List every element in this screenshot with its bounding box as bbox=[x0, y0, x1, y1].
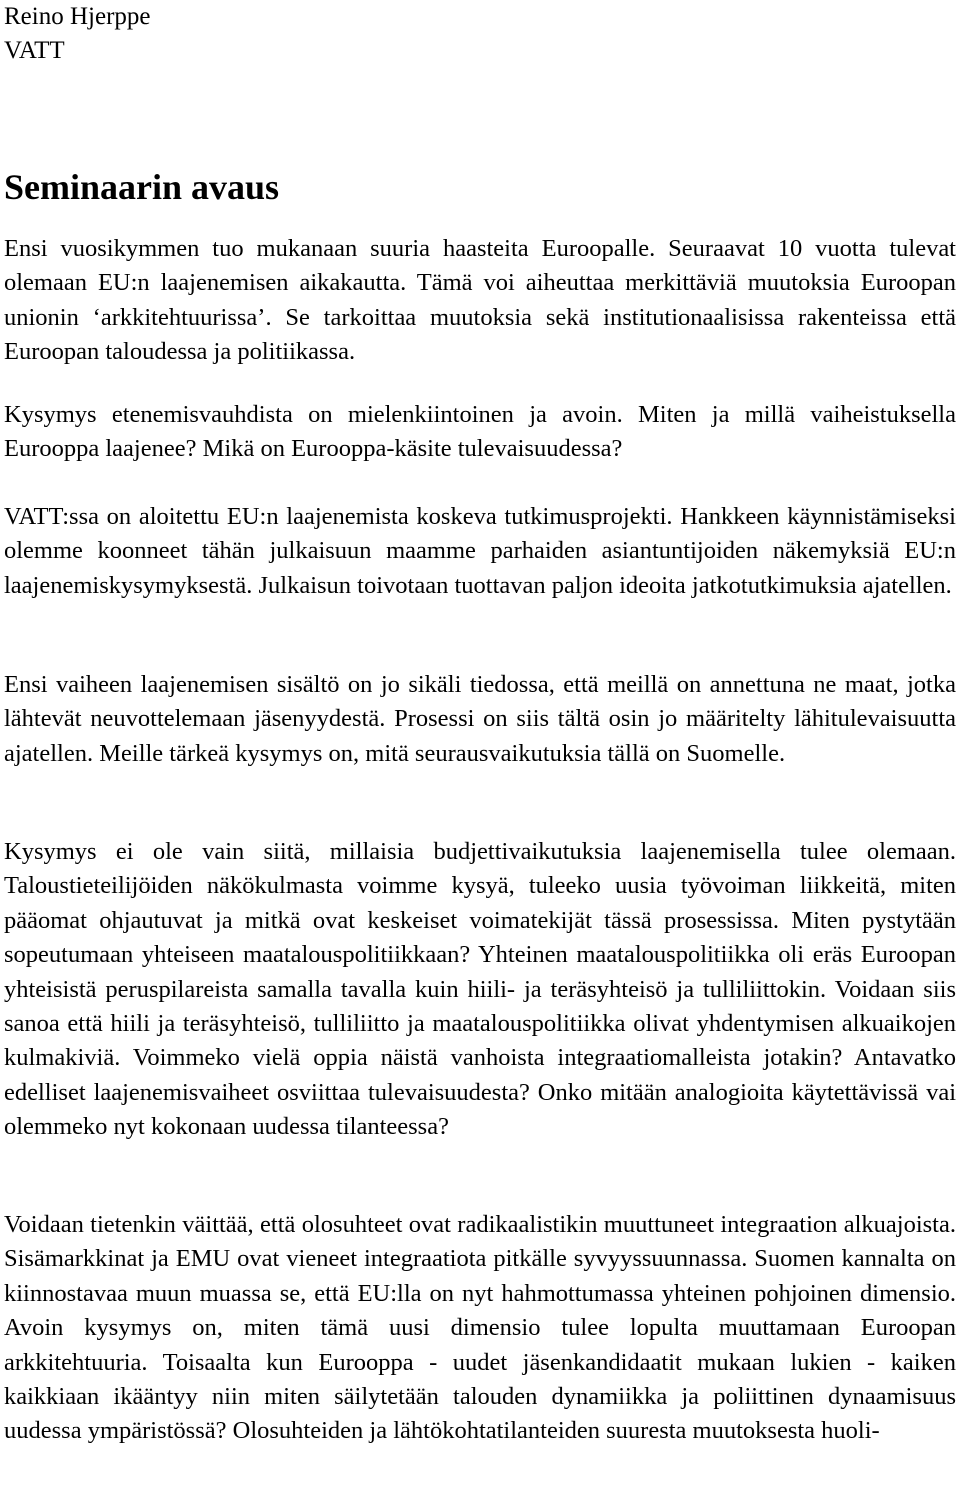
paragraph-2: Kysymys etenemisvauhdista on mielenkiintoinen ja avoin. Miten ja millä vaiheistuksella Eurooppa laajenee? Mikä on Eurooppa-käsite tulevaisuudessa? bbox=[4, 401, 956, 463]
organization-name: VATT bbox=[4, 37, 65, 64]
author-name: Reino Hjerppe bbox=[4, 3, 151, 30]
document-title: Seminaarin avaus bbox=[4, 167, 280, 207]
paragraph-6: Voidaan tietenkin väittää, että olosuhteet ovat radikaalistikin muuttuneet integraation alkuajoista. Sisämarkkinat ja EMU ovat vieneet integraatiota pitkälle syvyyssuunnassa. Suomen kannalta on kiinnostavaa muun muassa se, että EU:lla on nyt hahmottumassa yhteinen pohjoinen dimensio. Avoin kysymys on, miten tämä uusi dimensio tulee lopulta muuttamaan Euroopan arkkitehtuuria. Toisaalta kun Eurooppa - uudet jäsenkandidaatit mukaan lukien - kaiken kaikkiaan ikääntyy niin miten säilytetään talouden dynamiikka ja poliittinen dynaamisuus uudessa ympäristössä? Olosuhteiden ja lähtökohtatilanteiden suuresta muutoksesta huoli- bbox=[4, 1211, 956, 1445]
author-block bbox=[4, 0, 956, 68]
paragraph-1: Ensi vuosikymmen tuo mukanaan suuria haasteita Euroopalle. Seuraavat 10 vuotta tulevat olemaan EU:n laajenemisen aikakautta. Tämä voi aiheuttaa merkittäviä muutoksia Euroopan unionin ‘arkkitehtuurissa’. Se tarkoittaa muutoksia sekä institutionaalisissa rakenteissa että Euroopan taloudessa ja politiikassa. bbox=[4, 235, 956, 366]
paragraph-3: VATT:ssa on aloitettu EU:n laajenemista koskeva tutkimusprojekti. Hankkeen käynnistämiseksi olemme koonneet tähän julkaisuun maamme parhaiden asiantuntijoiden näkemyksiä EU:n laajenemiskysymyksestä. Julkaisun toivotaan tuottavan paljon ideoita jatkotutkimuksia ajatellen. bbox=[4, 503, 956, 599]
document-page bbox=[4, 0, 956, 1445]
paragraph-4: Ensi vaiheen laajenemisen sisältö on jo sikäli tiedossa, että meillä on annettuna ne maat, jotka lähtevät neuvottelemaan jäsenyydestä. Prosessi on siis tältä osin jo määritelty lähitulevaisuutta ajatellen. Meille tärkeä kysymys on, mitä seurausvaikutuksia tällä on Suomelle. bbox=[4, 671, 956, 767]
paragraph-5: Kysymys ei ole vain siitä, millaisia budjettivaikutuksia laajenemisella tulee olemaan. Taloustieteilijöiden näkökulmasta voimme kysyä, tuleeko uusia työvoiman liikkeitä, miten pääomat ohjautuvat ja mitkä ovat keskeiset voimatekijät tässä prosessissa. Miten pystytään sopeutumaan yhteiseen maatalouspolitiikkaan? Yhteinen maatalouspolitiikka oli eräs Euroopan yhteisistä peruspilareista samalla tavalla kuin hiili- ja teräsyhteisö ja tulliliittokin. Voidaan siis sanoa että hiili ja teräsyhteisö, tulliliitto ja maatalouspolitiikka olivat yhdentymisen alkuaikojen kulmakiviä. Voimmeko vielä oppia näistä vanhoista integraatiomalleista jotakin? Antavatko edelliset laajenemisvaiheet osviittaa tulevaisuudesta? Onko mitään analogioita käytettävissä vai olemmeko nyt kokonaan uudessa tilanteessa? bbox=[4, 838, 956, 1141]
